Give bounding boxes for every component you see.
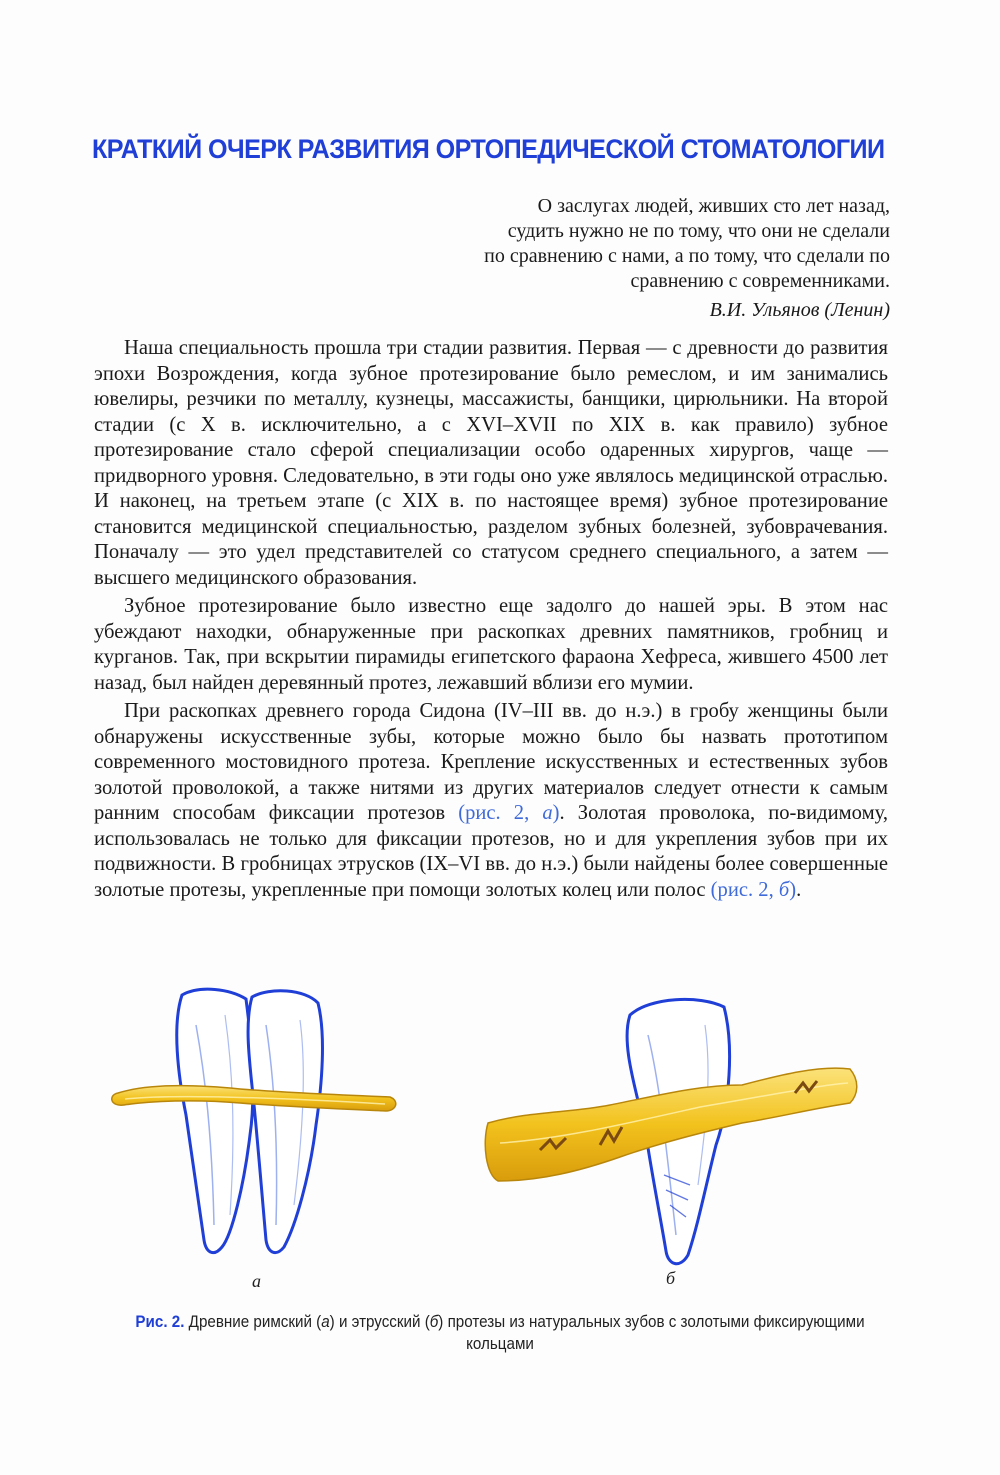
epigraph-line: сравнению с современниками.	[630, 270, 890, 292]
figure-illustration	[0, 985, 1000, 1315]
article-body	[94, 336, 888, 906]
tooth-right	[248, 991, 322, 1253]
epigraph-author: В.И. Ульянов (Ленин)	[709, 299, 890, 321]
figure-caption: Рис. 2. Древние римский (а) и этрусский (б) протезы из натуральных зубов с золотыми фиксирующими кольцами	[135, 1313, 865, 1353]
figure-reference-a[interactable]: (рис. 2, а)	[458, 802, 560, 824]
tooth-left	[177, 989, 253, 1252]
caption-label: Рис. 2.	[135, 1313, 185, 1331]
subfigure-label-a: а	[252, 1271, 261, 1291]
page-title: КРАТКИЙ ОЧЕРК РАЗВИТИЯ ОРТОПЕДИЧЕСКОЙ СТОМАТОЛОГИИ	[92, 134, 885, 164]
epigraph-line: О заслугах людей, живших сто лет назад,	[537, 195, 890, 217]
paragraph: Наша специальность прошла три стадии развития. Первая — с древности до развития эпохи Возрождения, когда зубное протезирование было ремеслом, и им занимались ювелиры, резчики по металлу, кузнецы, массажисты, банщики, цирюльники. На второй стадии (с X в. исключительно, а с XVI–XVII по XIX в. как правило) зубное протезирование стало сферой специализации особо одаренных хирургов, чаще — придворного уровня. Следовательно, в эти годы оно уже являлось медицинской отраслью. И наконец, на третьем этапе (с XIX в. по настоящее время) зубное протезирование становится медицинской специальностью, разделом зубных болезней, зубоврачевания. Поначалу — это удел представителей со статусом среднего специального, а затем — высшего медицинского образования.	[94, 337, 888, 589]
subfigure-label-b: б	[666, 1268, 676, 1288]
roman-prosthesis-drawing	[112, 989, 396, 1252]
figure-reference-b[interactable]: (рис. 2, б)	[710, 878, 797, 901]
figure-2	[0, 985, 1000, 1315]
epigraph-line: по сравнению с нами, а по тому, что сделали по	[484, 245, 890, 267]
paragraph: При раскопках древнего города Сидона (IV–III вв. до н.э.) в гробу женщины были обнаружены искусственные зубы, которые можно было бы назвать прототипом современного мостовидного протеза. Крепление искусственных и естественных зубов золотой проволокой, а также нитями из других материалов следует отнести к самым ранним способам фиксации протезов (рис. 2, а). Золотая проволока, по-видимому, использовалась не только для фиксации протезов, но и для укрепления зубов при их подвижности. В гробницах этрусков (IX–VI вв. до н.э.) были найдены более совершенные золотые протезы, укрепленные при помощи золотых колец или полос (рис. 2, б).	[94, 700, 889, 901]
epigraph	[370, 194, 890, 323]
etruscan-prosthesis-drawing	[485, 999, 857, 1263]
epigraph-line: судить нужно не по тому, что они не сделали	[507, 220, 890, 242]
paragraph: Зубное протезирование было известно еще задолго до нашей эры. В этом нас убеждают находки, обнаруженные при раскопках древних памятников, гробниц и курганов. Так, при вскрытии пирамиды египетского фараона Хефреса, жившего 4500 лет назад, был найден деревянный протез, лежавший вблизи его мумии.	[94, 595, 888, 694]
paragraph-text: . Золотая проволока, по-видимому, использовалась не только для фиксации протезов, но и для укрепления зубов при их подвижности. В гробницах этрусков (IX–VI вв. до н.э.) были найдены более совершенные золотые протезы, укрепленные при помощи золотых колец или полос	[94, 802, 889, 901]
paragraph-text: При раскопках древнего города Сидона (IV–III вв. до н.э.) в гробу женщины были обнаружены искусственные зубы, которые можно было бы назвать прототипом современного мостовидного протеза. Крепление искусственных и естественных зубов золотой проволокой, а также нитями из других материалов следует отнести к самым ранним способам фиксации протезов	[94, 700, 888, 824]
